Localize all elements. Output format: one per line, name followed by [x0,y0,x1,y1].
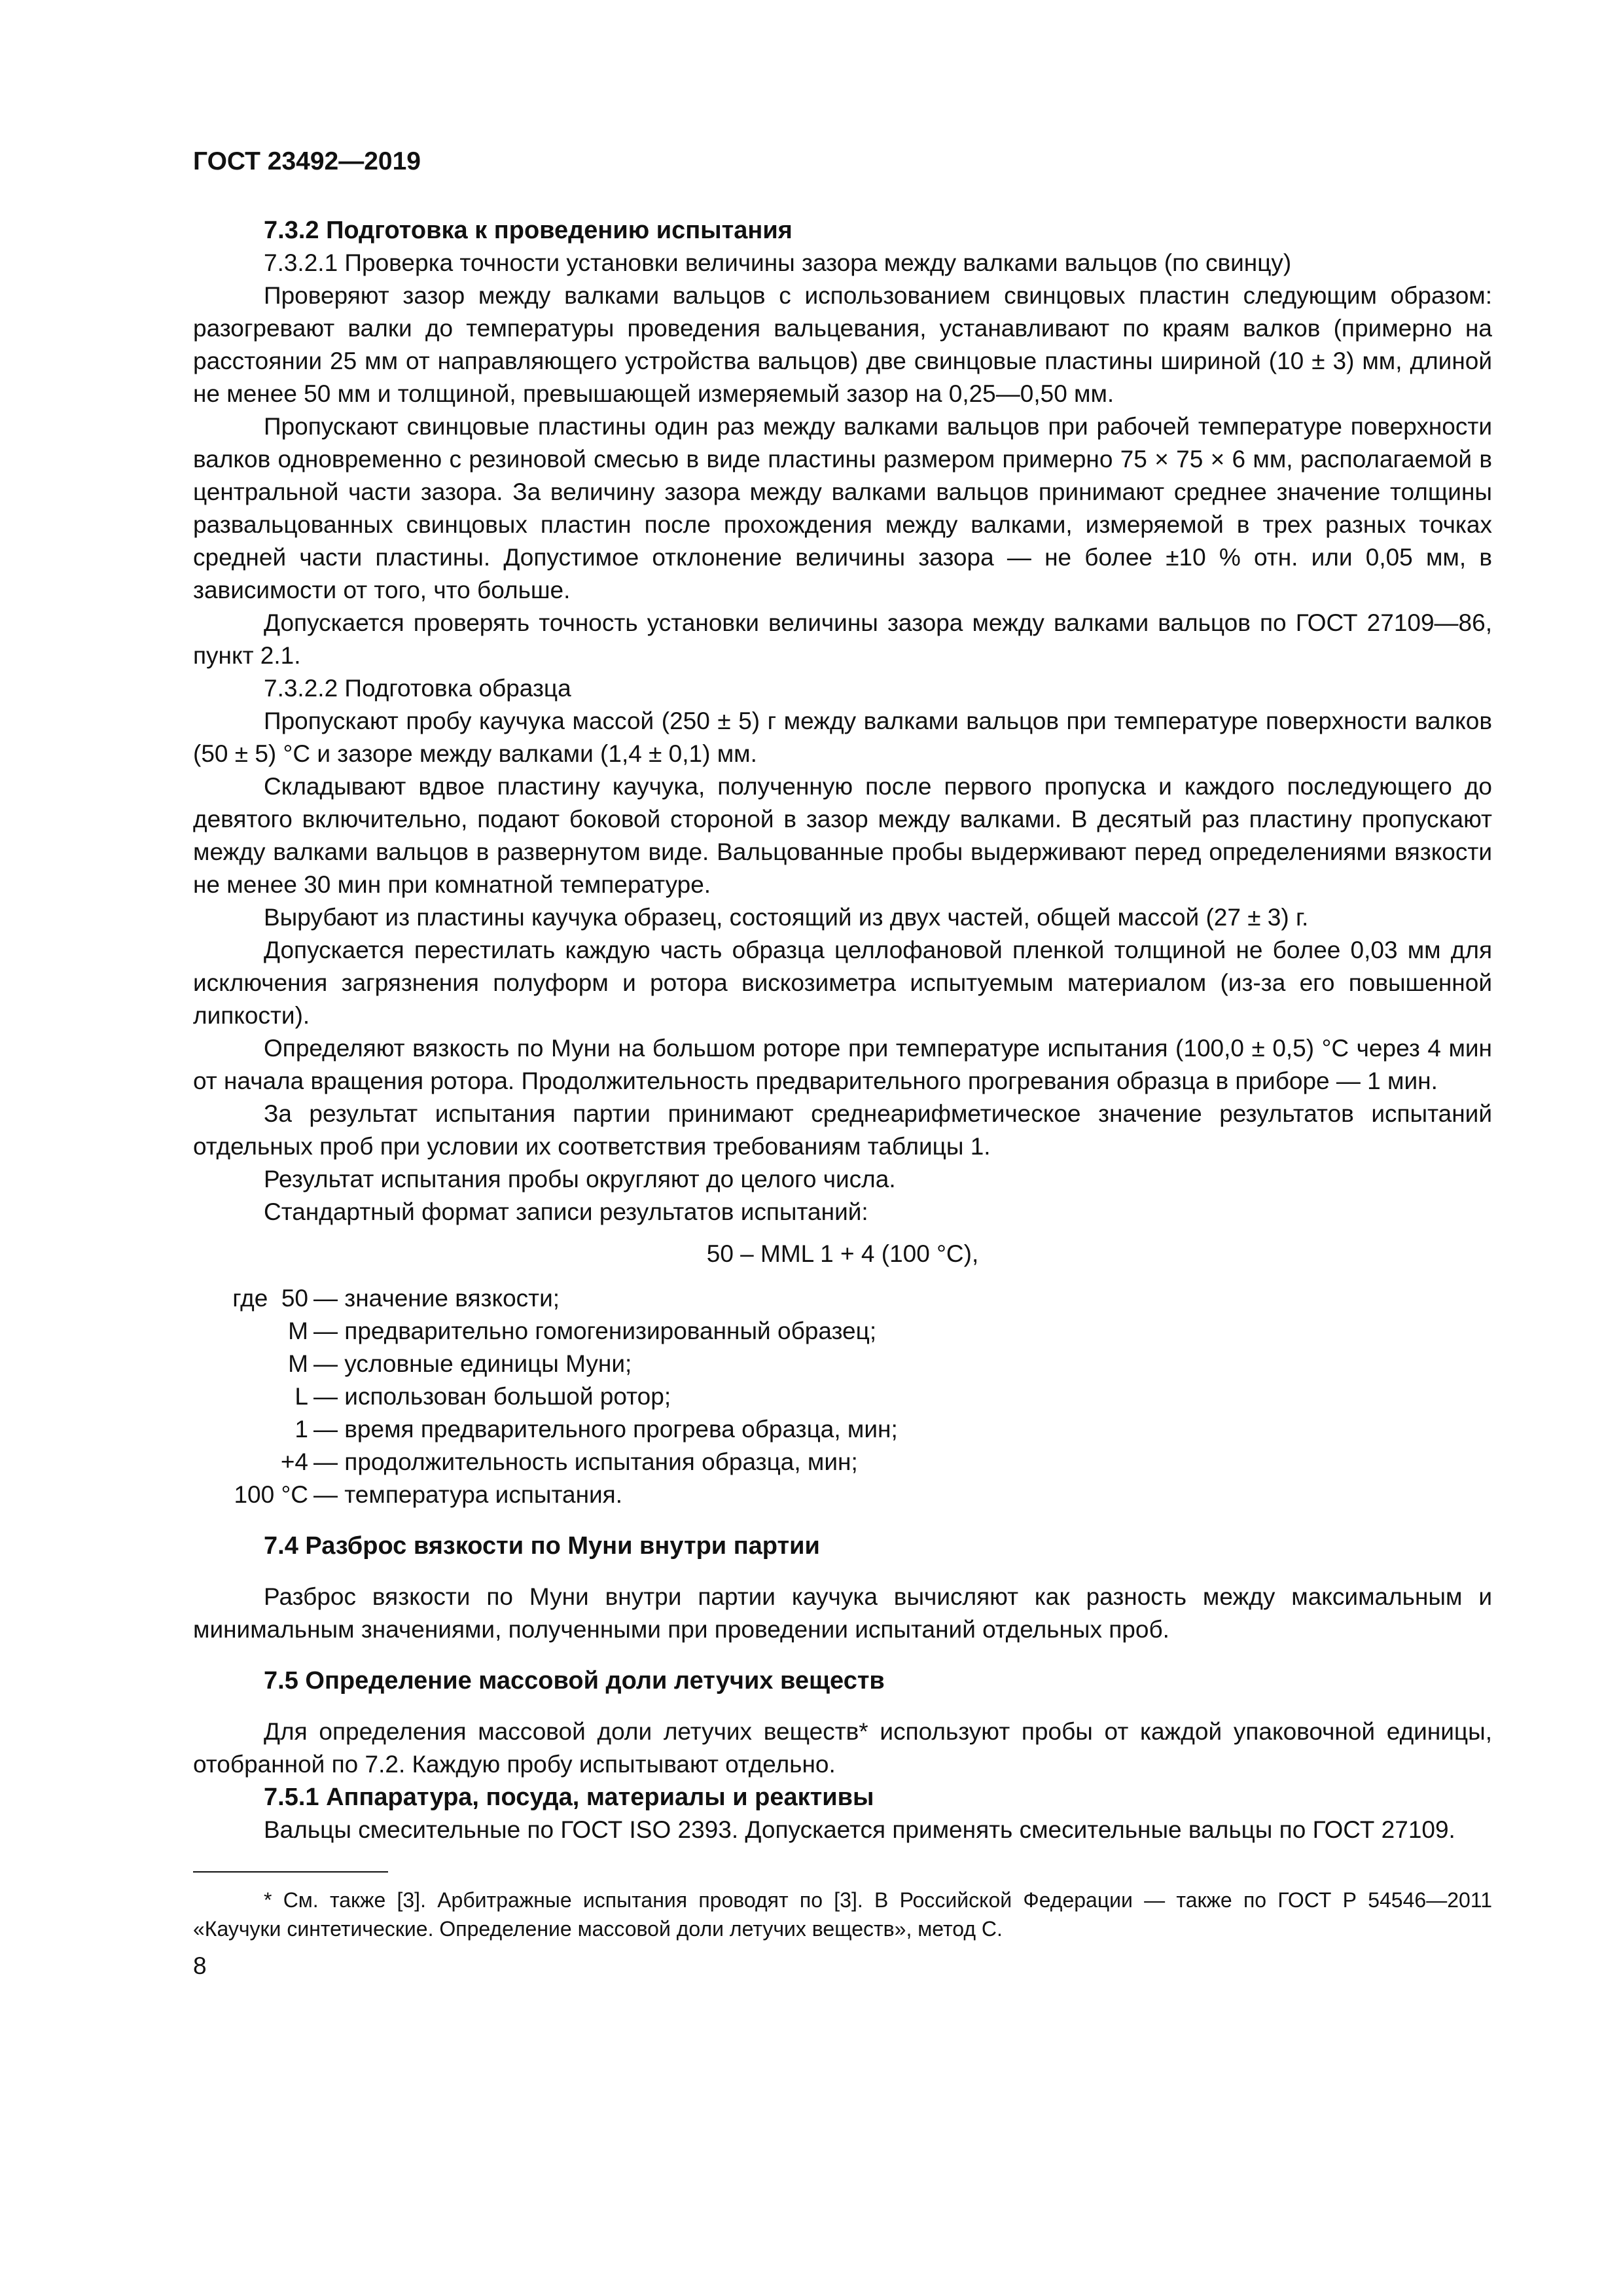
paragraph: Проверяют зазор между валками вальцов с использованием свинцовых пластин следующим образом: разогревают валки до температуры проведения вальцевания, устанавливают по краям валков (примерно на расстоянии 25 мм от направляющего устройства вальцов) две свинцовые пластины шириной (10 ± 3) мм, длиной не менее 50 мм и толщиной, превышающей измеряемый зазор на 0,25—0,50 мм. [193,282,1492,407]
paragraph: Определяют вязкость по Муни на большом роторе при температуре испытания (100,0 ± 0,5) °С через 4 мин от начала вращения ротора. Продолжительность предварительного прогревания образца в приборе — 1 мин. [193,1035,1492,1094]
document-page [193,147,1492,1980]
section-7-4-title: 7.4 Разброс вязкости по Муни внутри партии [264,1532,820,1560]
footnote-divider [193,1871,388,1873]
legend-symbol: 1 [294,1416,308,1443]
paragraph: Для определения массовой доли летучих веществ* используют пробы от каждой упаковочной единицы, отобранной по 7.2. Каждую пробу испытывают отдельно. [193,1718,1492,1778]
paragraph: Складывают вдвое пластину каучука, полученную после первого пропуска и каждого последующего до девятого включительно, подают боковой стороной в зазор между валками. В десятый раз пластину пропускают между валками вальцов в развернутом виде. Вальцованные пробы выдерживают перед определениями вязкости не менее 30 мин при комнатной температуре. [193,773,1492,898]
paragraph: Допускается перестилать каждую часть образца целлофановой пленкой толщиной не более 0,03 мм для исключения загрязнения полуформ и ротора вискозиметра испытуемым материалом (из-за его повышенной липкости). [193,937,1492,1029]
section-7-5-1-title: 7.5.1 Аппаратура, посуда, материалы и реактивы [264,1784,874,1811]
section-7-5-title: 7.5 Определение массовой доли летучих веществ [264,1667,885,1695]
result-format-formula: 50 – MML 1 + 4 (100 °С), [706,1240,979,1267]
paragraph: Пропускают свинцовые пластины один раз между валками вальцов при рабочей температуре поверхности валков одновременно с резиновой смесью в виде пластины размером примерно 75 × 75 × 6 мм, располагаемой в центральной части зазора. За величину зазора между валками вальцов принимают среднее значение толщины развальцованных свинцовых пластин после прохождения между валками, измеряемой в трех разных точках средней части пластины. Допустимое отклонение величины зазора — не более ±10 % отн. или 0,05 мм, в зависимости от того, что больше. [193,413,1492,603]
legend-description: — условные единицы Муни; [313,1350,632,1377]
legend-description: — значение вязкости; [313,1285,560,1312]
paragraph: Вальцы смесительные по ГОСТ ISO 2393. Допускается применять смесительные вальцы по ГОСТ 27109. [264,1816,1455,1843]
paragraph: За результат испытания партии принимают среднеарифметическое значение результатов испытаний отдельных проб при условии их соответствия требованиям таблицы 1. [193,1100,1492,1160]
legend-description: — температура испытания. [313,1481,622,1508]
paragraph: Результат испытания пробы округляют до целого числа. [264,1166,896,1193]
formula-legend [193,1282,1492,1511]
section-7-3-2-1-title: 7.3.2.1 Проверка точности установки величины зазора между валками вальцов (по свинцу) [264,249,1292,276]
paragraph: Допускается проверять точность установки величины зазора между валками вальцов по ГОСТ 27109—86, пункт 2.1. [193,609,1492,669]
footnote-text: * См. также [3]. Арбитражные испытания проводят по [3]. В Российской Федерации — также по ГОСТ Р 54546—2011 «Каучуки синтетические. Определение массовой доли летучих веществ», метод С. [193,1888,1492,1941]
legend-description: — время предварительного прогрева образца, мин; [313,1416,898,1443]
legend-symbol: M [288,1350,308,1377]
legend-symbol: где 50 [232,1285,308,1312]
document-header: ГОСТ 23492—2019 [193,147,421,175]
footnote [193,1886,1492,1943]
paragraph: Вырубают из пластины каучука образец, состоящий из двух частей, общей массой (27 ± 3) г. [264,904,1309,931]
legend-symbol: +4 [280,1448,308,1475]
legend-description: — предварительно гомогенизированный образец; [313,1318,877,1344]
section-7-3-2-2-title: 7.3.2.2 Подготовка образца [264,675,571,702]
legend-description: — продолжительность испытания образца, мин; [313,1448,858,1475]
legend-description: — использован большой ротор; [313,1383,671,1410]
legend-symbol: 100 °С [234,1481,308,1508]
paragraph: Разброс вязкости по Муни внутри партии каучука вычисляют как разность между максимальным и минимальным значениями, полученными при проведении испытаний отдельных проб. [193,1583,1492,1643]
paragraph: Стандартный формат записи результатов испытаний: [264,1198,868,1225]
page-number: 8 [193,1952,207,1979]
legend-symbol: L [294,1383,308,1410]
paragraph: Пропускают пробу каучука массой (250 ± 5) г между валками вальцов при температуре поверхности валков (50 ± 5) °С и зазоре между валками (1,4 ± 0,1) мм. [193,708,1492,767]
legend-symbol: M [288,1318,308,1344]
section-7-3-2-title: 7.3.2 Подготовка к проведению испытания [264,217,793,244]
